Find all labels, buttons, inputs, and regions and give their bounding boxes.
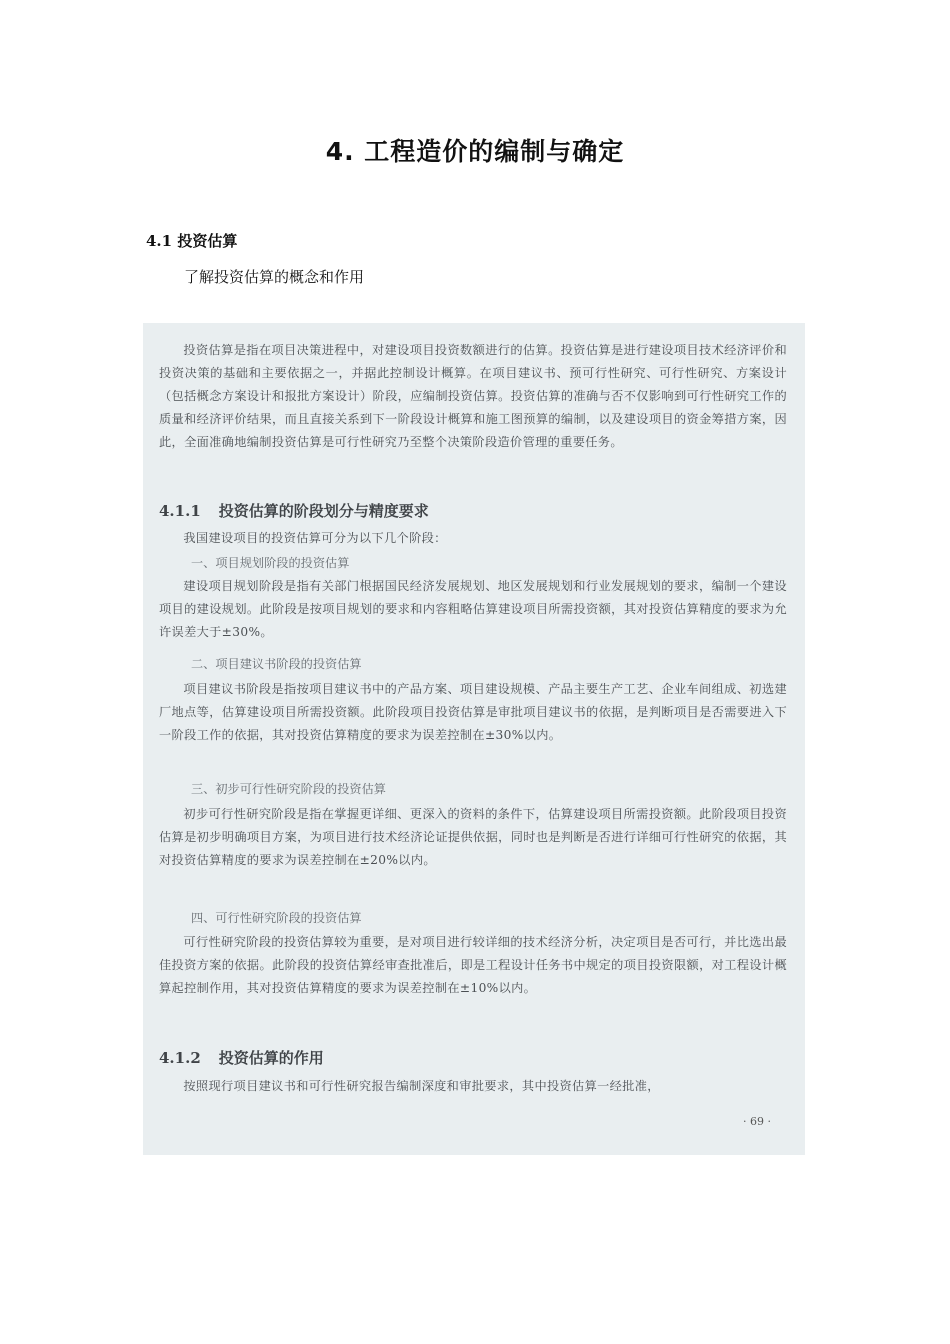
closing-paragraph: 按照现行项目建议书和可行性研究报告编制深度和审批要求，其中投资估算一经批准， [183, 1079, 660, 1093]
page-title: 4. 工程造价的编制与确定 [325, 137, 625, 166]
section-heading: 4.1 投资估算 [146, 232, 238, 250]
stage-paragraph: 可行性研究阶段的投资估算较为重要，是对项目进行较详细的技术经济分析，决定项目是否可行，并比选出最佳投资方案的依据。此阶段的投资估算经审查批准后，即是工程设计任务书中规定的项目投资限额，对工程设计概算起控制作用，其对投资估算精度的要求为误差控制在±10%以内。 [159, 935, 787, 995]
subsection-heading-4-1-2 [159, 1047, 324, 1068]
subsection-heading-4-1-1 [159, 500, 429, 521]
stage-paragraph: 建设项目规划阶段是指有关部门根据国民经济发展规划、地区发展规划和行业发展规划的要求，编制一个建设项目的建设规划。此阶段是按项目规划的要求和内容粗略估算建设项目所需投资额，其对投资估算精度的要求为允许误差大于±30%。 [159, 579, 787, 639]
stage-title: 四、可行性研究阶段的投资估算 [191, 911, 362, 925]
stage-paragraph: 项目建议书阶段是指按项目建议书中的产品方案、项目建设规模、产品主要生产工艺、企业车间组成、初选建厂地点等，估算建设项目所需投资额。此阶段项目投资估算是审批项目建议书的依据，是判断项目是否需要进入下一阶段工作的依据，其对投资估算精度的要求为误差控制在±30%以内。 [159, 682, 787, 742]
page-number: · 69 · [743, 1115, 771, 1128]
stage-paragraph: 初步可行性研究阶段是指在掌握更详细、更深入的资料的条件下，估算建设项目所需投资额。此阶段项目投资估算是初步明确项目方案，为项目进行技术经济论证提供依据，同时也是判断是否进行详细可行性研究的依据，其对投资估算精度的要求为误差控制在±20%以内。 [159, 807, 787, 867]
stages-intro: 我国建设项目的投资估算可分为以下几个阶段： [183, 531, 447, 545]
subsection-title: 投资估算的阶段划分与精度要求 [218, 502, 429, 520]
intro-paragraph: 投资估算是指在项目决策进程中，对建设项目投资数额进行的估算。投资估算是进行建设项目技术经济评价和投资决策的基础和主要依据之一，并据此控制设计概算。在项目建议书、预可行性研究、可行性研究、方案设计（包括概念方案设计和报批方案设计）阶段，应编制投资估算。投资估算的准确与否不仅影响到可行性研究工作的质量和经济评价结果，而且直接关系到下一阶段设计概算和施工图预算的编制，以及建设项目的资金筹措方案，因此，全面准确地编制投资估算是可行性研究乃至整个决策阶段造价管理的重要任务。 [159, 343, 787, 449]
stage-title: 三、初步可行性研究阶段的投资估算 [191, 782, 386, 796]
subsection-number: 4.1.2 [159, 1049, 201, 1067]
subsection-title: 投资估算的作用 [218, 1049, 324, 1067]
stage-title: 二、项目建议书阶段的投资估算 [191, 657, 362, 671]
scanned-book-page [143, 323, 805, 1155]
subsection-number: 4.1.1 [159, 502, 201, 520]
section-intro: 了解投资估算的概念和作用 [184, 268, 365, 286]
stage-title: 一、项目规划阶段的投资估算 [191, 556, 350, 570]
